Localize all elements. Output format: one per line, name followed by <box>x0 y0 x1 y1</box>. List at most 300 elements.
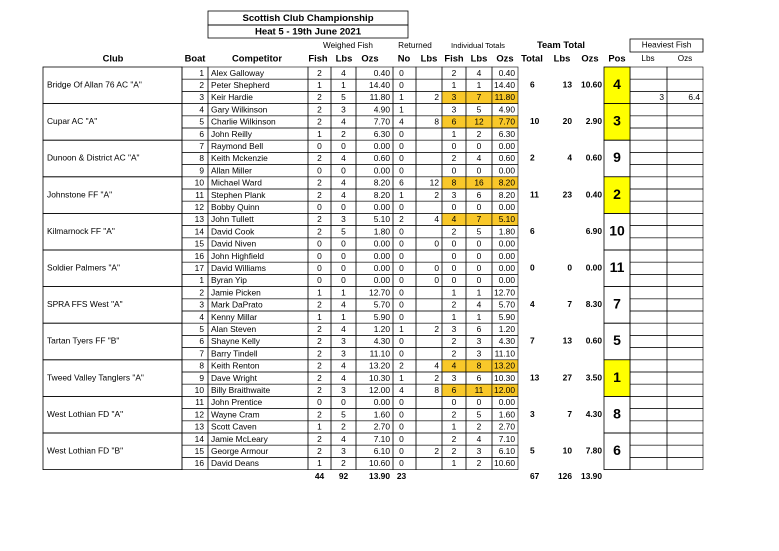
individual-lbs: 3 <box>476 446 482 457</box>
column-ind-fish: Fish <box>444 52 464 64</box>
competitor-name: Peter Shepherd <box>211 80 270 91</box>
team-block <box>43 287 703 324</box>
competitor-name: John Prentice <box>211 397 263 408</box>
returned-lbs: 2 <box>434 324 439 335</box>
club-name: Tweed Valley Tanglers "A" <box>47 372 144 383</box>
fish-count: 2 <box>317 214 322 225</box>
fish-count: 0 <box>317 397 322 408</box>
competitor-name: Keir Hardie <box>211 92 253 103</box>
individual-lbs: 6 <box>476 324 482 335</box>
fish-count: 0 <box>317 165 322 176</box>
weight-ozs: 5.90 <box>373 311 390 322</box>
grand-team-ozs: 13.90 <box>581 470 602 481</box>
returned-no: 0 <box>399 336 404 347</box>
individual-fish: 4 <box>451 214 457 225</box>
boat-number: 6 <box>199 128 204 139</box>
results-table <box>43 67 703 470</box>
weight-ozs: 6.30 <box>373 128 390 139</box>
team-total-ozs: 2.90 <box>585 116 602 127</box>
table-row <box>182 445 703 457</box>
individual-fish: 3 <box>451 189 457 200</box>
returned-no: 0 <box>399 299 404 310</box>
weight-lbs: 5 <box>341 92 346 103</box>
column-heaviest-ozs: Ozs <box>677 54 693 64</box>
fish-count: 2 <box>317 189 322 200</box>
returned-lbs: 2 <box>434 372 439 383</box>
fish-count: 2 <box>317 409 322 420</box>
weight-lbs: 0 <box>341 141 346 152</box>
individual-lbs: 1 <box>476 311 482 322</box>
boat-number: 11 <box>195 397 204 408</box>
fish-count: 0 <box>317 250 322 261</box>
competitor-name: David Cook <box>211 226 255 237</box>
competitor-name: Mark DaPrato <box>211 299 263 310</box>
weight-ozs: 2.70 <box>373 421 390 432</box>
club-name: Soldier Palmers "A" <box>47 262 120 273</box>
table-row <box>182 152 703 164</box>
table-headers <box>103 39 703 64</box>
competitor-name: Raymond Bell <box>211 141 264 152</box>
individual-fish: 2 <box>451 226 457 237</box>
header-team-total: Team Total <box>536 38 586 50</box>
individual-ozs: 6.30 <box>498 128 515 139</box>
individual-ozs: 0.00 <box>498 397 515 408</box>
individual-ozs: 0.00 <box>498 275 515 286</box>
individual-fish: 2 <box>451 446 457 457</box>
competitor-name: David Niven <box>211 238 257 249</box>
individual-lbs: 16 <box>474 177 484 188</box>
grand-total-returned: 23 <box>396 470 407 481</box>
table-row <box>182 238 703 250</box>
team-block <box>43 213 703 250</box>
weight-ozs: 1.20 <box>373 324 390 335</box>
team-total-fish: 6 <box>530 225 535 236</box>
competitor-name: Wayne Cram <box>211 409 260 420</box>
weight-ozs: 13.20 <box>369 360 390 371</box>
fish-count: 2 <box>317 372 322 383</box>
boat-number: 10 <box>194 177 204 188</box>
fish-count: 2 <box>317 336 322 347</box>
weight-ozs: 11.80 <box>369 92 390 103</box>
weight-lbs: 4 <box>341 299 346 310</box>
competitor-name: David Williams <box>211 263 266 274</box>
team-block <box>43 140 703 177</box>
weight-lbs: 2 <box>341 458 346 469</box>
fish-count: 0 <box>317 275 322 286</box>
individual-lbs: 2 <box>476 128 482 139</box>
weight-ozs: 12.00 <box>369 385 390 396</box>
team-block <box>43 323 703 360</box>
competitor-name: Gary Wilkinson <box>211 104 268 115</box>
column-lbs: Lbs <box>335 52 353 64</box>
returned-no: 0 <box>399 263 404 274</box>
column-ozs: Ozs <box>361 52 379 64</box>
boat-number: 14 <box>194 433 204 444</box>
returned-no: 0 <box>399 275 404 286</box>
returned-no: 0 <box>399 397 404 408</box>
returned-lbs: 2 <box>434 446 439 457</box>
club-name: Kilmarnock FF "A" <box>47 225 115 236</box>
weight-lbs: 3 <box>341 336 346 347</box>
returned-no: 0 <box>399 226 404 237</box>
returned-no: 0 <box>399 141 404 152</box>
weight-ozs: 10.60 <box>369 458 390 469</box>
individual-fish: 1 <box>451 128 457 139</box>
team-position: 8 <box>613 405 621 422</box>
grand-total-lbs: 92 <box>338 470 349 481</box>
returned-no: 1 <box>399 92 404 103</box>
table-row <box>182 213 703 225</box>
team-position: 3 <box>613 112 621 129</box>
table-row <box>182 335 703 347</box>
boat-number: 16 <box>194 250 204 261</box>
column-team-lbs: Lbs <box>553 52 571 64</box>
team-total-lbs: 10 <box>562 445 572 456</box>
individual-ozs: 4.90 <box>498 104 515 115</box>
weight-lbs: 2 <box>341 421 346 432</box>
individual-fish: 0 <box>451 263 457 274</box>
individual-fish: 1 <box>451 287 457 298</box>
returned-lbs: 0 <box>434 263 439 274</box>
weight-lbs: 3 <box>341 214 346 225</box>
individual-ozs: 0.00 <box>498 141 515 152</box>
weight-ozs: 0.00 <box>373 202 390 213</box>
individual-lbs: 0 <box>476 397 482 408</box>
weight-lbs: 4 <box>341 360 346 371</box>
returned-no: 0 <box>399 311 404 322</box>
weight-ozs: 0.00 <box>373 165 390 176</box>
individual-fish: 3 <box>451 324 457 335</box>
sheet-title: Scottish Club Championship <box>242 13 374 25</box>
fish-count: 0 <box>317 263 322 274</box>
boat-number: 1 <box>199 275 204 286</box>
team-total-lbs: 7 <box>567 408 572 419</box>
individual-lbs: 0 <box>476 250 482 261</box>
returned-no: 1 <box>399 372 404 383</box>
table-row <box>182 299 703 311</box>
returned-no: 1 <box>399 324 404 335</box>
boat-number: 5 <box>199 116 204 127</box>
boat-number: 4 <box>199 311 204 322</box>
column-heaviest-lbs: Lbs <box>641 54 655 64</box>
returned-no: 4 <box>399 385 404 396</box>
column-boat: Boat <box>184 52 206 64</box>
individual-lbs: 6 <box>476 189 482 200</box>
team-position: 7 <box>613 295 621 312</box>
individual-ozs: 10.30 <box>494 372 515 383</box>
table-row <box>182 421 703 433</box>
individual-lbs: 2 <box>476 458 482 469</box>
sheet-subtitle: Heat 5 - 19th June 2021 <box>254 26 362 38</box>
club-name: Johnstone FF "A" <box>47 189 113 200</box>
returned-no: 0 <box>399 433 404 444</box>
competitor-name: Bobby Quinn <box>211 202 260 213</box>
individual-ozs: 5.10 <box>498 214 515 225</box>
returned-no: 0 <box>399 67 404 78</box>
individual-lbs: 0 <box>476 165 482 176</box>
individual-lbs: 7 <box>476 92 482 103</box>
individual-lbs: 6 <box>476 372 482 383</box>
competitor-name: Keith Renton <box>211 360 260 371</box>
individual-ozs: 12.00 <box>494 385 515 396</box>
column-fish: Fish <box>308 52 328 64</box>
weight-lbs: 4 <box>341 67 346 78</box>
returned-no: 0 <box>399 202 404 213</box>
competitor-name: David Deans <box>211 458 259 469</box>
weight-ozs: 7.70 <box>373 116 390 127</box>
individual-fish: 0 <box>451 275 457 286</box>
individual-ozs: 7.70 <box>498 116 515 127</box>
team-total-ozs: 10.60 <box>581 79 602 90</box>
individual-ozs: 10.60 <box>494 458 515 469</box>
boat-number: 1 <box>199 67 204 78</box>
boat-number: 3 <box>199 92 204 103</box>
team-total-lbs: 27 <box>562 372 572 383</box>
team-total-ozs: 6.90 <box>585 225 602 236</box>
returned-lbs: 0 <box>434 238 439 249</box>
returned-lbs: 8 <box>434 116 439 127</box>
boat-number: 7 <box>199 141 204 152</box>
fish-count: 2 <box>317 360 322 371</box>
club-name: Bridge Of Allan 76 AC "A" <box>47 79 142 90</box>
individual-ozs: 13.20 <box>494 360 515 371</box>
table-row <box>182 226 703 238</box>
table-row <box>182 323 703 335</box>
boat-number: 2 <box>199 80 204 91</box>
individual-lbs: 11 <box>474 385 484 396</box>
individual-fish: 3 <box>451 104 457 115</box>
weight-lbs: 2 <box>341 128 346 139</box>
boat-number: 3 <box>199 299 204 310</box>
individual-ozs: 5.90 <box>498 311 515 322</box>
weight-lbs: 4 <box>341 324 346 335</box>
individual-ozs: 0.00 <box>498 238 515 249</box>
weight-lbs: 1 <box>341 80 346 91</box>
header-heaviest-fish: Heaviest Fish <box>641 40 692 50</box>
individual-lbs: 1 <box>476 80 482 91</box>
boat-number: 15 <box>194 446 204 457</box>
weight-lbs: 5 <box>341 409 346 420</box>
individual-lbs: 4 <box>476 299 482 310</box>
returned-no: 0 <box>399 409 404 420</box>
weight-ozs: 0.00 <box>373 397 390 408</box>
team-total-ozs: 0.40 <box>585 189 602 200</box>
individual-fish: 2 <box>451 348 457 359</box>
boat-number: 17 <box>194 263 204 274</box>
weight-lbs: 1 <box>341 287 346 298</box>
team-total-lbs: 23 <box>562 189 572 200</box>
column-returned-no: No <box>397 52 411 64</box>
team-block <box>43 433 703 470</box>
table-row <box>182 262 703 274</box>
boat-number: 9 <box>199 372 204 383</box>
team-total-fish: 5 <box>530 445 535 456</box>
weight-ozs: 0.00 <box>373 238 390 249</box>
fish-count: 2 <box>317 299 322 310</box>
individual-fish: 2 <box>451 299 457 310</box>
team-total-fish: 6 <box>530 79 535 90</box>
competitor-name: John Highfield <box>211 250 265 261</box>
boat-number: 9 <box>199 165 204 176</box>
individual-fish: 0 <box>451 165 457 176</box>
individual-lbs: 5 <box>476 409 482 420</box>
returned-no: 2 <box>399 214 404 225</box>
returned-no: 0 <box>399 348 404 359</box>
weight-ozs: 1.80 <box>373 226 390 237</box>
individual-lbs: 0 <box>476 275 482 286</box>
returned-lbs: 12 <box>429 177 439 188</box>
weight-ozs: 8.20 <box>373 189 390 200</box>
team-block <box>43 396 703 433</box>
individual-ozs: 11.80 <box>494 92 515 103</box>
fish-count: 2 <box>317 67 322 78</box>
team-total-lbs: 7 <box>567 299 572 310</box>
table-row <box>182 287 703 299</box>
returned-no: 0 <box>399 250 404 261</box>
weight-ozs: 0.40 <box>373 67 390 78</box>
boat-number: 14 <box>194 226 204 237</box>
returned-lbs: 2 <box>434 189 439 200</box>
team-position: 2 <box>613 185 621 202</box>
table-row <box>182 311 703 323</box>
table-row <box>182 165 703 177</box>
fish-count: 1 <box>317 421 322 432</box>
individual-lbs: 7 <box>476 214 482 225</box>
competitor-name: Keith Mckenzie <box>211 153 268 164</box>
individual-ozs: 2.70 <box>498 421 515 432</box>
individual-fish: 3 <box>451 92 457 103</box>
weight-ozs: 14.40 <box>369 80 390 91</box>
fish-count: 0 <box>317 141 322 152</box>
fish-count: 2 <box>317 385 322 396</box>
fish-count: 1 <box>317 311 322 322</box>
grand-total-ozs: 13.90 <box>369 470 390 481</box>
individual-fish: 3 <box>451 372 457 383</box>
individual-ozs: 12.70 <box>494 287 515 298</box>
boat-number: 7 <box>199 348 204 359</box>
individual-ozs: 4.30 <box>498 336 515 347</box>
team-total-fish: 0 <box>530 262 535 273</box>
header-weighed-fish: Weighed Fish <box>323 41 373 51</box>
individual-ozs: 8.20 <box>498 189 515 200</box>
team-total-ozs: 0.00 <box>585 262 602 273</box>
individual-fish: 8 <box>451 177 457 188</box>
individual-fish: 4 <box>451 360 457 371</box>
weight-ozs: 0.00 <box>373 275 390 286</box>
team-total-fish: 4 <box>530 299 535 310</box>
returned-lbs: 0 <box>434 275 439 286</box>
returned-no: 0 <box>399 421 404 432</box>
competitor-name: Shayne Kelly <box>211 336 260 347</box>
individual-ozs: 14.40 <box>494 80 515 91</box>
team-position: 6 <box>613 442 621 459</box>
returned-no: 4 <box>399 116 404 127</box>
team-position: 5 <box>613 332 621 349</box>
weight-ozs: 1.60 <box>373 409 390 420</box>
column-club: Club <box>102 52 124 64</box>
weight-ozs: 7.10 <box>373 433 390 444</box>
individual-lbs: 4 <box>476 67 482 78</box>
returned-no: 2 <box>399 360 404 371</box>
table-row <box>182 409 703 421</box>
individual-fish: 6 <box>451 385 457 396</box>
individual-ozs: 0.00 <box>498 263 515 274</box>
fish-count: 1 <box>317 287 322 298</box>
weight-lbs: 4 <box>341 153 346 164</box>
individual-fish: 1 <box>451 458 457 469</box>
team-total-ozs: 0.60 <box>585 335 602 346</box>
weight-ozs: 0.00 <box>373 250 390 261</box>
weight-lbs: 0 <box>341 202 346 213</box>
individual-fish: 0 <box>451 250 457 261</box>
individual-ozs: 5.70 <box>498 299 515 310</box>
individual-lbs: 3 <box>476 336 482 347</box>
column-pos: Pos <box>608 52 626 64</box>
weight-lbs: 5 <box>341 226 346 237</box>
column-ind-ozs: Ozs <box>496 52 514 64</box>
club-name: SPRA FFS West "A" <box>47 299 123 310</box>
team-total-fish: 7 <box>530 335 535 346</box>
table-row <box>182 140 703 152</box>
weight-lbs: 0 <box>341 275 346 286</box>
weight-ozs: 0.60 <box>373 153 390 164</box>
weight-ozs: 10.30 <box>369 372 390 383</box>
boat-number: 8 <box>199 153 204 164</box>
individual-fish: 2 <box>451 409 457 420</box>
returned-no: 1 <box>399 104 404 115</box>
fish-count: 2 <box>317 92 322 103</box>
column-returned-lbs: Lbs <box>420 52 438 64</box>
individual-lbs: 0 <box>476 238 482 249</box>
weight-lbs: 3 <box>341 104 346 115</box>
individual-fish: 0 <box>451 141 457 152</box>
returned-lbs: 4 <box>434 360 439 371</box>
boat-number: 15 <box>194 238 204 249</box>
boat-number: 16 <box>194 458 204 469</box>
weight-ozs: 11.10 <box>369 348 390 359</box>
returned-no: 0 <box>399 128 404 139</box>
weight-ozs: 5.10 <box>373 214 390 225</box>
weight-lbs: 4 <box>341 372 346 383</box>
fish-count: 0 <box>317 202 322 213</box>
fish-count: 2 <box>317 348 322 359</box>
competitor-name: George Armour <box>211 446 269 457</box>
fish-count: 2 <box>317 446 322 457</box>
heaviest-fish-lbs: 3 <box>659 92 664 103</box>
returned-no: 0 <box>399 446 404 457</box>
individual-lbs: 0 <box>476 263 482 274</box>
fish-count: 1 <box>317 458 322 469</box>
club-name: West Lothian FD "A" <box>47 408 124 419</box>
heaviest-fish-ozs: 6.4 <box>688 92 700 103</box>
team-total-ozs: 8.30 <box>585 299 602 310</box>
returned-no: 6 <box>399 177 404 188</box>
returned-lbs: 8 <box>434 385 439 396</box>
returned-lbs: 4 <box>434 214 439 225</box>
competitor-name: Byran Yip <box>211 275 247 286</box>
weight-ozs: 6.10 <box>373 446 390 457</box>
individual-fish: 6 <box>451 116 457 127</box>
boat-number: 2 <box>199 287 204 298</box>
team-total-ozs: 4.30 <box>585 408 602 419</box>
weight-lbs: 0 <box>341 238 346 249</box>
individual-ozs: 8.20 <box>498 177 515 188</box>
individual-ozs: 0.00 <box>498 250 515 261</box>
individual-lbs: 8 <box>476 360 482 371</box>
boat-number: 4 <box>199 104 204 115</box>
fish-count: 2 <box>317 324 322 335</box>
team-total-lbs: 4 <box>567 152 572 163</box>
